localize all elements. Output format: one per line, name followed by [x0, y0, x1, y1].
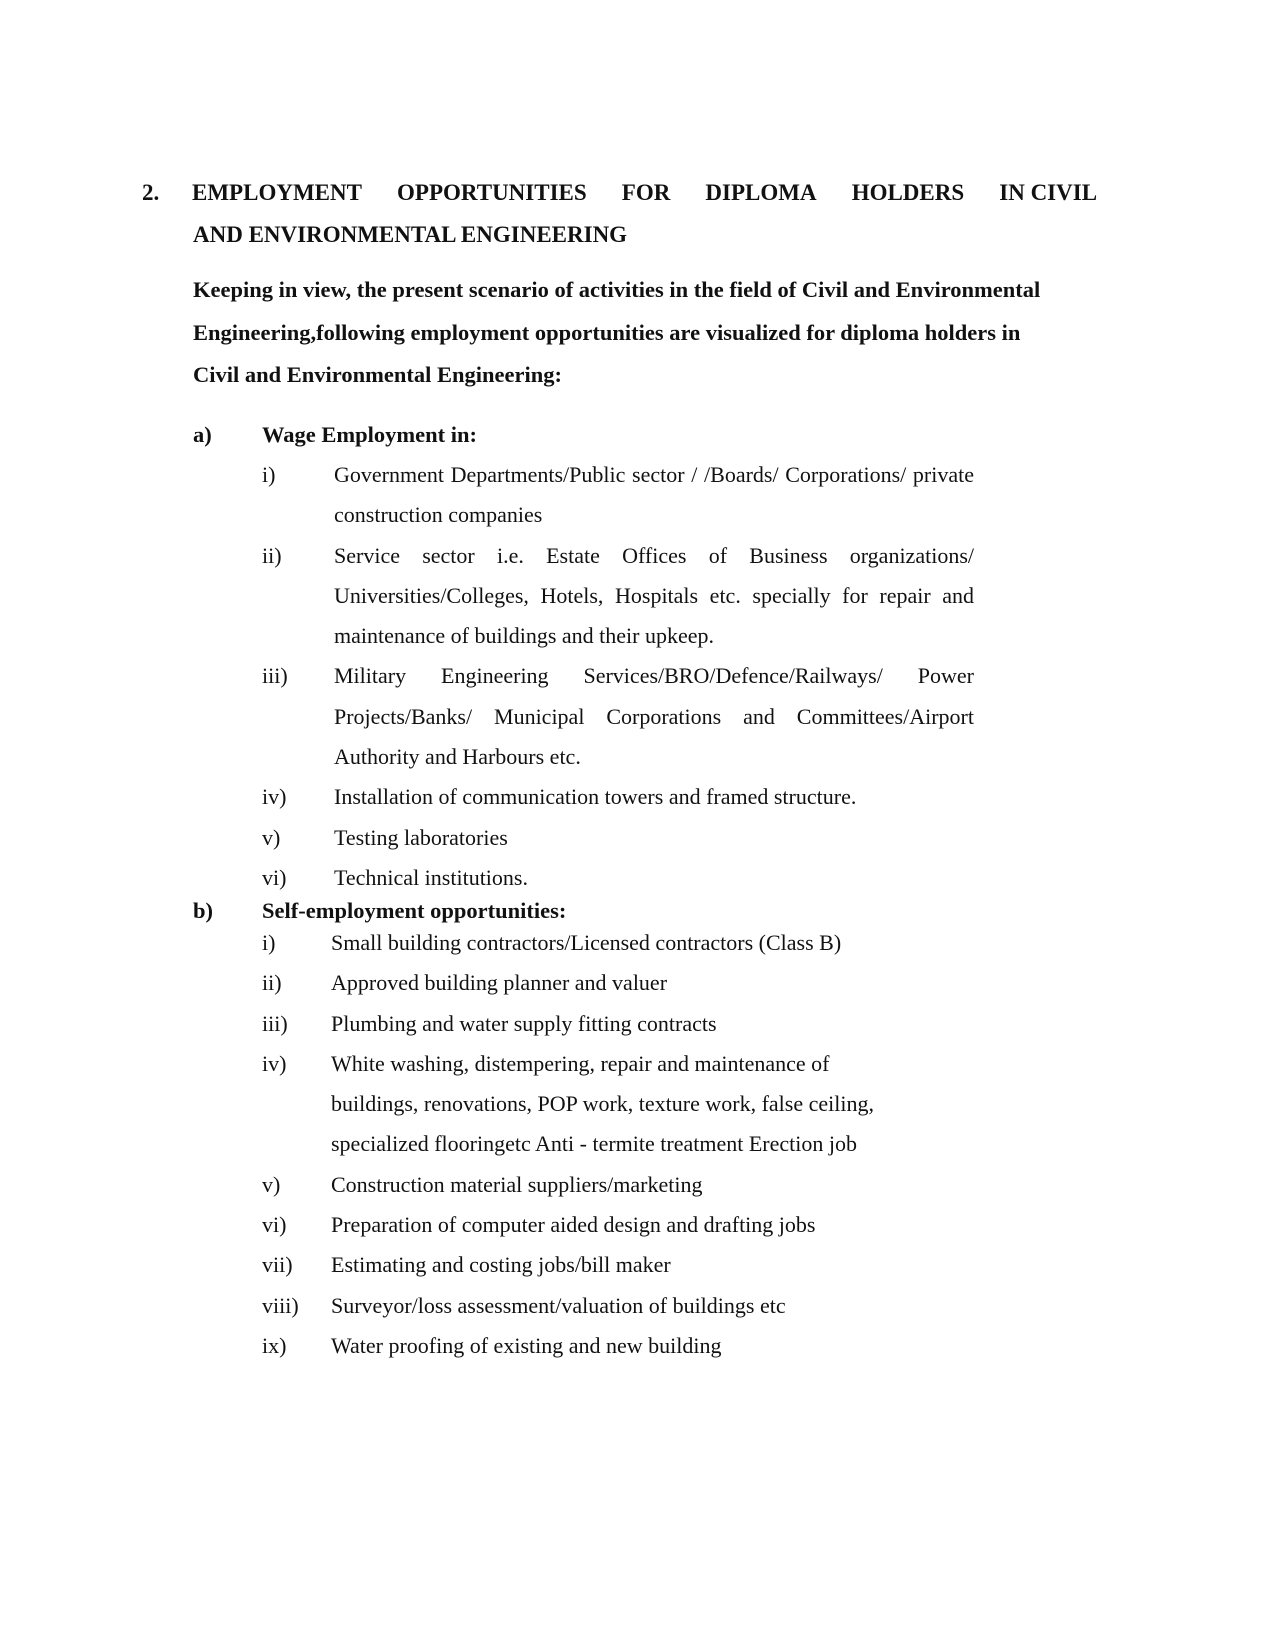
item-text: Preparation of computer aided design and drafting jobs: [331, 1212, 816, 1238]
heading-word: HOLDERS: [851, 180, 965, 205]
intro-paragraph: [193, 269, 1093, 397]
item-text: Installation of communication towers and framed structure.: [334, 784, 857, 810]
item-text: Government Departments/Public sector / /Boards/ Corporations/ private construction companies: [334, 462, 974, 528]
list-item: [262, 1326, 891, 1366]
heading-word: EMPLOYMENT: [192, 180, 362, 205]
item-number: iv): [262, 1050, 287, 1076]
list-item: [262, 777, 974, 817]
wage-list: [262, 455, 974, 898]
heading-word: IN CIVIL: [999, 180, 1098, 205]
item-number: iii): [262, 1010, 288, 1036]
item-text: Water proofing of existing and new building: [331, 1332, 722, 1358]
section-number: 2.: [142, 180, 160, 205]
wage-title: Wage Employment in:: [262, 422, 478, 447]
self-title: Self-employment opportunities:: [262, 898, 567, 923]
item-text: Small building contractors/Licensed contractors (Class B): [331, 930, 842, 955]
list-item: [262, 1004, 891, 1044]
intro-line: Civil and Environmental Engineering:: [193, 362, 563, 387]
heading-word: DIPLOMA: [705, 180, 817, 205]
item-number: i): [262, 930, 276, 955]
list-item: [262, 963, 891, 1003]
list-item: [262, 656, 974, 777]
item-number: iv): [262, 784, 287, 810]
item-number: ii): [262, 542, 282, 568]
item-text: Military Engineering Services/BRO/Defence/Railways/ Power Projects/Banks/ Municipal Corporations and Committees/Airport Authority and Harbours etc.: [334, 663, 974, 770]
item-text: Technical institutions.: [334, 864, 528, 890]
list-item: [262, 1245, 891, 1285]
heading-word: OPPORTUNITIES: [397, 180, 587, 205]
list-item: [262, 536, 974, 657]
list-item: [262, 923, 891, 963]
item-number: vii): [262, 1252, 293, 1278]
item-number: viii): [262, 1292, 299, 1318]
list-item: [262, 1205, 891, 1245]
list-item: [262, 1286, 891, 1326]
list-item: [262, 455, 974, 536]
item-number: vi): [262, 864, 287, 890]
section-heading-line2: AND ENVIRONMENTAL ENGINEERING: [193, 222, 628, 247]
list-item: [262, 1165, 891, 1205]
wage-label: a): [193, 422, 212, 447]
item-number: v): [262, 824, 281, 850]
item-number: i): [262, 462, 276, 487]
item-number: iii): [262, 663, 288, 689]
section-heading-line1: [192, 178, 1097, 208]
self-list: [262, 923, 891, 1366]
item-text: White washing, distempering, repair and maintenance of buildings, renovations, POP work, texture work, false ceiling, specialized flooringetc Anti - termite treatment Erection job: [331, 1050, 874, 1157]
item-text: Construction material suppliers/marketing: [331, 1171, 703, 1197]
item-text: Plumbing and water supply fitting contracts: [331, 1010, 717, 1036]
item-number: ii): [262, 970, 282, 996]
list-item: [262, 858, 974, 898]
item-text: Testing laboratories: [334, 824, 508, 850]
item-number: ix): [262, 1332, 287, 1358]
heading-word: FOR: [621, 180, 671, 205]
item-number: v): [262, 1171, 281, 1197]
item-text: Service sector i.e. Estate Offices of Business organizations/ Universities/Colleges, Hotels, Hospitals etc. specially for repair and maintenance of buildings and their upkeep.: [334, 542, 974, 649]
list-item: [262, 818, 974, 858]
item-text: Surveyor/loss assessment/valuation of buildings etc: [331, 1292, 786, 1318]
intro-line: Keeping in view, the present scenario of activities in the field of Civil and Environmental: [193, 277, 1041, 302]
item-text: Approved building planner and valuer: [331, 970, 668, 996]
intro-line: Engineering,following employment opportunities are visualized for diploma holders in: [193, 319, 1021, 345]
item-number: vi): [262, 1212, 287, 1238]
list-item: [262, 1044, 891, 1165]
self-label: b): [193, 898, 214, 923]
item-text: Estimating and costing jobs/bill maker: [331, 1252, 671, 1278]
